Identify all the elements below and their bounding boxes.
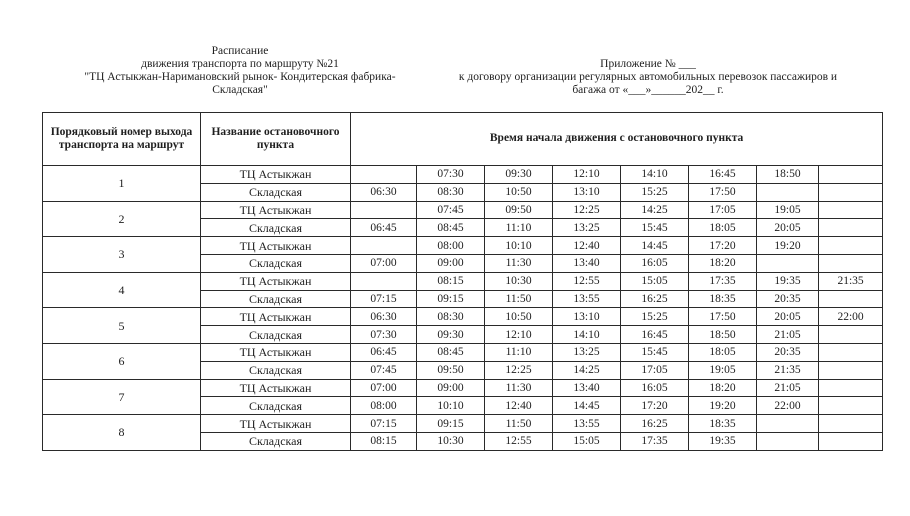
departure-time: 16:05 <box>621 379 689 397</box>
departure-time: 20:05 <box>757 219 819 237</box>
output-number: 6 <box>43 343 201 379</box>
departure-time: 06:45 <box>351 219 417 237</box>
departure-time: 17:05 <box>689 201 757 219</box>
table-row <box>43 343 883 361</box>
departure-time: 15:05 <box>553 432 621 450</box>
departure-time: 13:25 <box>553 343 621 361</box>
departure-time <box>819 326 883 344</box>
departure-time: 13:25 <box>553 219 621 237</box>
departure-time: 09:30 <box>417 326 485 344</box>
departure-time: 07:30 <box>417 166 485 184</box>
departure-time <box>819 343 883 361</box>
departure-time: 21:05 <box>757 326 819 344</box>
departure-time: 15:45 <box>621 343 689 361</box>
departure-time: 17:50 <box>689 308 757 326</box>
departure-time: 08:15 <box>417 272 485 290</box>
stop-name: ТЦ Астыкжан <box>201 343 351 361</box>
departure-time <box>819 379 883 397</box>
stop-name: ТЦ Астыкжан <box>201 237 351 255</box>
departure-time: 14:10 <box>553 326 621 344</box>
stop-name: ТЦ Астыкжан <box>201 308 351 326</box>
stop-name: Складская <box>201 326 351 344</box>
table-body <box>43 166 883 451</box>
departure-time: 14:45 <box>621 237 689 255</box>
departure-time: 18:50 <box>757 166 819 184</box>
output-number: 1 <box>43 166 201 202</box>
departure-time: 11:50 <box>485 415 553 433</box>
departure-time: 16:25 <box>621 290 689 308</box>
departure-time: 13:40 <box>553 254 621 272</box>
departure-time: 14:25 <box>553 361 621 379</box>
departure-time: 14:25 <box>621 201 689 219</box>
departure-time: 07:15 <box>351 415 417 433</box>
departure-time: 11:10 <box>485 343 553 361</box>
departure-time: 19:05 <box>689 361 757 379</box>
departure-time <box>819 290 883 308</box>
departure-time: 10:50 <box>485 308 553 326</box>
departure-time <box>819 397 883 415</box>
departure-time: 12:10 <box>485 326 553 344</box>
table-header-row <box>43 113 883 166</box>
stop-name: Складская <box>201 219 351 237</box>
departure-time: 12:25 <box>553 201 621 219</box>
departure-time: 18:05 <box>689 343 757 361</box>
departure-time: 11:50 <box>485 290 553 308</box>
departure-time <box>819 219 883 237</box>
departure-time: 19:05 <box>757 201 819 219</box>
departure-time: 14:10 <box>621 166 689 184</box>
departure-time: 10:10 <box>417 397 485 415</box>
departure-time: 15:45 <box>621 219 689 237</box>
departure-time: 21:35 <box>757 361 819 379</box>
departure-time: 20:35 <box>757 343 819 361</box>
departure-time: 22:00 <box>819 308 883 326</box>
output-number: 5 <box>43 308 201 344</box>
stop-name: Складская <box>201 290 351 308</box>
output-number: 2 <box>43 201 201 237</box>
table-row <box>43 272 883 290</box>
departure-time: 09:15 <box>417 415 485 433</box>
departure-time: 16:05 <box>621 254 689 272</box>
table-row <box>43 166 883 184</box>
table-row <box>43 201 883 219</box>
departure-time <box>819 415 883 433</box>
departure-time <box>819 201 883 219</box>
departure-time <box>819 432 883 450</box>
departure-time: 12:55 <box>553 272 621 290</box>
departure-time: 17:35 <box>689 272 757 290</box>
schedule-title <box>40 45 440 97</box>
departure-time: 16:45 <box>689 166 757 184</box>
departure-time <box>351 166 417 184</box>
departure-time: 18:05 <box>689 219 757 237</box>
departure-time: 07:45 <box>417 201 485 219</box>
departure-time: 19:20 <box>689 397 757 415</box>
departure-time: 07:30 <box>351 326 417 344</box>
departure-time: 08:00 <box>417 237 485 255</box>
appendix-line: Приложение № ___ <box>600 58 696 70</box>
header-stop-name: Название остановочного пункта <box>201 113 351 166</box>
departure-time: 17:20 <box>621 397 689 415</box>
departure-time: 18:35 <box>689 415 757 433</box>
stop-name: Складская <box>201 183 351 201</box>
departure-time: 14:45 <box>553 397 621 415</box>
departure-time: 09:30 <box>485 166 553 184</box>
table-row <box>43 308 883 326</box>
output-number: 7 <box>43 379 201 415</box>
departure-time: 08:45 <box>417 343 485 361</box>
departure-time: 06:30 <box>351 308 417 326</box>
departure-time: 19:35 <box>757 272 819 290</box>
departure-time: 18:50 <box>689 326 757 344</box>
departure-time <box>819 166 883 184</box>
departure-time: 13:55 <box>553 290 621 308</box>
departure-time <box>351 237 417 255</box>
schedule-table <box>42 112 883 451</box>
departure-time: 08:15 <box>351 432 417 450</box>
departure-time: 10:30 <box>417 432 485 450</box>
output-number: 4 <box>43 272 201 308</box>
departure-time: 10:50 <box>485 183 553 201</box>
departure-time <box>757 415 819 433</box>
departure-time <box>757 254 819 272</box>
stop-name: Складская <box>201 361 351 379</box>
departure-time: 08:00 <box>351 397 417 415</box>
departure-time: 12:40 <box>485 397 553 415</box>
departure-time: 13:10 <box>553 183 621 201</box>
departure-time: 13:10 <box>553 308 621 326</box>
departure-time: 18:20 <box>689 379 757 397</box>
header-departure-times: Время начала движения с остановочного пункта <box>351 113 883 166</box>
departure-time: 09:00 <box>417 254 485 272</box>
departure-time: 12:10 <box>553 166 621 184</box>
departure-time: 15:25 <box>621 308 689 326</box>
departure-time: 06:45 <box>351 343 417 361</box>
title-line: движения транспорта по маршруту №21 <box>141 58 339 70</box>
table-row <box>43 237 883 255</box>
departure-time: 08:45 <box>417 219 485 237</box>
departure-time: 09:50 <box>417 361 485 379</box>
departure-time: 07:00 <box>351 254 417 272</box>
departure-time <box>757 183 819 201</box>
departure-time: 20:05 <box>757 308 819 326</box>
stop-name: ТЦ Астыкжан <box>201 415 351 433</box>
output-number: 3 <box>43 237 201 273</box>
title-line: Складская" <box>212 84 268 96</box>
departure-time: 21:35 <box>819 272 883 290</box>
title-line: Расписание <box>211 45 269 57</box>
departure-time: 11:10 <box>485 219 553 237</box>
departure-time: 15:05 <box>621 272 689 290</box>
output-number: 8 <box>43 415 201 451</box>
departure-time: 22:00 <box>757 397 819 415</box>
departure-time: 10:30 <box>485 272 553 290</box>
departure-time: 08:30 <box>417 183 485 201</box>
stop-name: ТЦ Астыкжан <box>201 201 351 219</box>
departure-time: 18:20 <box>689 254 757 272</box>
table-row <box>43 415 883 433</box>
departure-time: 16:45 <box>621 326 689 344</box>
departure-time: 12:55 <box>485 432 553 450</box>
stop-name: ТЦ Астыкжан <box>201 379 351 397</box>
departure-time <box>819 361 883 379</box>
departure-time <box>351 272 417 290</box>
title-line: "ТЦ Астыкжан-Наримановский рынок- Кондитерская фабрика- <box>84 71 396 83</box>
stop-name: ТЦ Астыкжан <box>201 166 351 184</box>
appendix-line: багажа от «___»______202__ г. <box>572 84 724 96</box>
stop-name: Складская <box>201 254 351 272</box>
departure-time: 06:30 <box>351 183 417 201</box>
stop-name: Складская <box>201 432 351 450</box>
departure-time: 15:25 <box>621 183 689 201</box>
departure-time: 21:05 <box>757 379 819 397</box>
departure-time: 10:10 <box>485 237 553 255</box>
departure-time <box>819 254 883 272</box>
table-row <box>43 379 883 397</box>
stop-name: ТЦ Астыкжан <box>201 272 351 290</box>
departure-time: 08:30 <box>417 308 485 326</box>
departure-time: 18:35 <box>689 290 757 308</box>
departure-time: 07:45 <box>351 361 417 379</box>
departure-time: 16:25 <box>621 415 689 433</box>
departure-time: 19:20 <box>757 237 819 255</box>
appendix-line: к договору организации регулярных автомобильных перевозок пассажиров и <box>458 71 838 83</box>
stop-name: Складская <box>201 397 351 415</box>
departure-time: 07:00 <box>351 379 417 397</box>
appendix-header <box>428 58 868 97</box>
departure-time: 07:15 <box>351 290 417 308</box>
departure-time: 17:35 <box>621 432 689 450</box>
departure-time: 17:20 <box>689 237 757 255</box>
header-output-number: Порядковый номер выхода транспорта на маршрут <box>43 113 201 166</box>
departure-time: 13:40 <box>553 379 621 397</box>
departure-time: 09:00 <box>417 379 485 397</box>
departure-time: 11:30 <box>485 254 553 272</box>
departure-time <box>351 201 417 219</box>
departure-time: 09:50 <box>485 201 553 219</box>
departure-time: 11:30 <box>485 379 553 397</box>
departure-time <box>757 432 819 450</box>
departure-time: 09:15 <box>417 290 485 308</box>
departure-time: 20:35 <box>757 290 819 308</box>
departure-time <box>819 237 883 255</box>
departure-time: 13:55 <box>553 415 621 433</box>
departure-time: 12:25 <box>485 361 553 379</box>
departure-time: 12:40 <box>553 237 621 255</box>
departure-time: 17:50 <box>689 183 757 201</box>
departure-time <box>819 183 883 201</box>
departure-time: 17:05 <box>621 361 689 379</box>
departure-time: 19:35 <box>689 432 757 450</box>
